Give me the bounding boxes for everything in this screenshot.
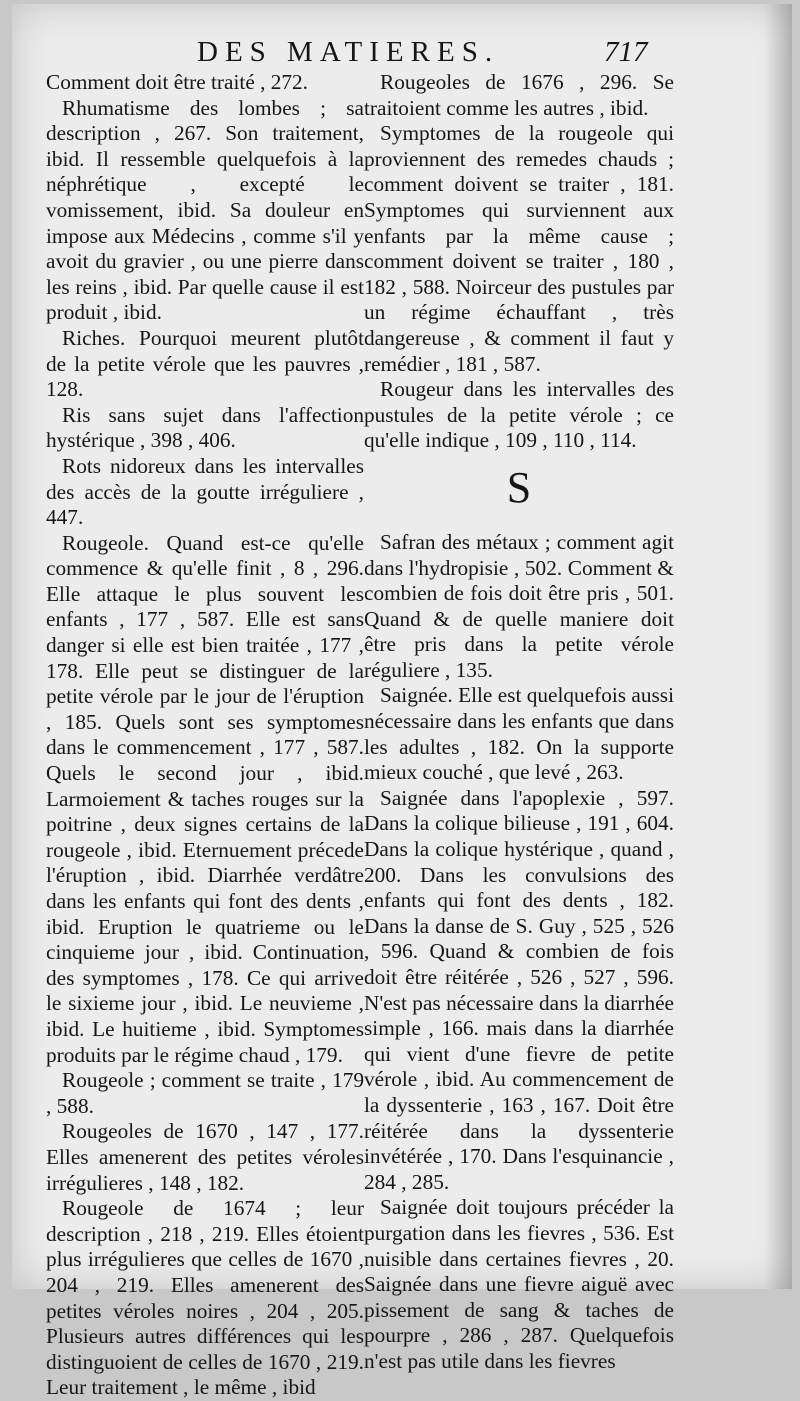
index-entry: Rougeole ; comment se traite , 179 , 588.	[46, 1068, 364, 1118]
index-entries-r-section	[364, 70, 674, 454]
index-entry: Rougeole. Quand est-ce qu'elle commence & qu'elle finit , 8 , 296. Elle attaque le plus souvent les enfants , 177 , 587. Elle est sans danger si elle est bien traitée , 177 , 178. Elle peut se distinguer de la petite vérole par le jour de l'éruption , 185. Quels sont ses symptomes dans le commencement , 177 , 587. Quels le second jour , ibid. Larmoiement & taches rouges sur la poitrine , deux signes certains de la rougeole , ibid. Eternuement précede l'éruption , ibid. Diarrhée verdâtre dans les enfants qui font des dents , ibid. Eruption le quatrieme ou le cinquieme jour , ibid. Continuation des symptomes , 178. Ce qui arrive le sixieme jour , ibid. Le neuvieme , ibid. Le huitieme , ibid. Symptomes produits par le régime chaud , 179.	[46, 530, 364, 1067]
index-entry: Safran des métaux ; comment agit dans l'hydropisie , 502. Comment & combien de fois doit être pris , 501. Quand & de quelle maniere doit être pris dans la petite vérole réguliere , 135.	[364, 529, 674, 682]
index-entry: Rougeoles de 1676 , 296. Se traitoient comme les autres , ibid.	[364, 70, 674, 120]
index-entry: Rougeur dans les intervalles des pustules de la petite vérole ; ce qu'elle indique , 109 , 110 , 114.	[364, 377, 674, 453]
index-entry: Rots nidoreux dans les intervalles des accès de la goutte irréguliere , 447.	[46, 453, 364, 530]
index-entry: Saignée dans l'apoplexie , 597. Dans la colique bilieuse , 191 , 604. Dans la colique hystérique , quand , 200. Dans les convulsions des enfants qui font des dents , 182. Dans la danse de S. Guy , 525 , 526 , 596. Quand & combien de fois doit être réitérée , 526 , 527 , 596. N'est pas nécessaire dans la diarrhée simple , 166. mais dans la diarrhée qui vient d'une fievre de petite vérole , ibid. Au commencement de la dyssenterie , 163 , 167. Doit être réitérée dans la dyssenterie invétérée , 170. Dans l'esquinancie , 284 , 285.	[364, 785, 674, 1194]
index-column-right	[364, 70, 674, 1375]
index-entry: Riches. Pourquoi meurent plutôt de la petite vérole que les pauvres , 128.	[46, 325, 364, 402]
index-entry: Rhumatisme des lombes ; sa description , 267. Son traitement, ibid. Il ressemble quelquefois à la néphrétique , excepté le vomissement, ibid. Sa douleur en impose aux Médecins , comme s'il y avoit du gravier , ou une pierre dans les reins , ibid. Par quelle cause il est produit , ibid.	[46, 95, 364, 325]
page-number: 717	[604, 36, 648, 68]
section-letter-heading: S	[506, 462, 532, 512]
index-entry: Ris sans sujet dans l'affection hystérique , 398 , 406.	[46, 402, 364, 453]
running-title: DES MATIERES.	[197, 36, 500, 68]
index-entry: Rougeoles de 1670 , 147 , 177. Elles amenerent des petites véroles irrégulieres , 148 , 182.	[46, 1119, 364, 1195]
index-entry: Saignée doit toujours précéder la purgation dans les fievres , 536. Est nuisible dans certaines fievres , 20. Saignée dans une fievre aiguë avec pissement de sang & taches de pourpre , 286 , 287. Quelquefois n'est pas utile dans les fievres	[364, 1195, 674, 1373]
index-entries-s-section	[364, 530, 674, 1375]
index-entry: Saignée. Elle est quelquefois aussi nécessaire dans les enfants que dans les adultes , 182. On la supporte mieux couché , que levé , 263.	[364, 683, 674, 785]
index-entry: Comment doit être traité , 272.	[46, 70, 309, 94]
index-column-left	[46, 70, 364, 1401]
book-page	[12, 4, 792, 1400]
index-entry: Symptomes de la rougeole qui proviennent des remedes chauds ; comment doivent se traiter , 181. Symptomes qui surviennent aux enfants par la même cause ; comment doivent se traiter , 180 , 182 , 588. Noirceur des pustules par un régime échauffant , très dangereuse , & comment il faut y remédier , 181 , 587.	[364, 121, 674, 376]
index-entry: Rougeole de 1674 ; leur description , 218 , 219. Elles étoient plus irrégulieres que celles de 1670 , 204 , 219. Elles amenerent des petites véroles noires , 204 , 205. Plusieurs autres différences qui les distinguoient de celles de 1670 , 219. Leur traitement , le même , ibid	[46, 1196, 364, 1400]
